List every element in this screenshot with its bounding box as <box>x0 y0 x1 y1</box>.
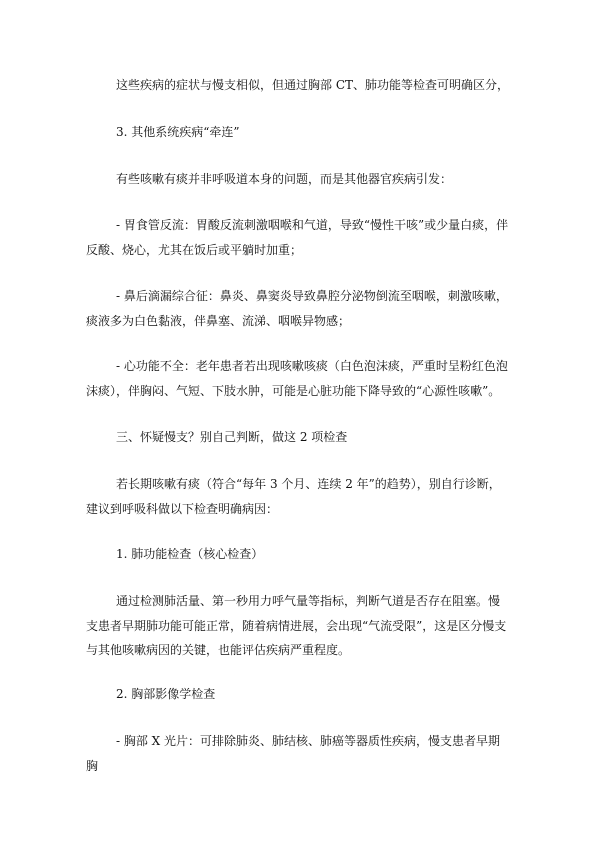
paragraph-lung-function: 通过检测肺活量、第一秒用力呼气量等指标，判断气道是否存在阻塞。慢支患者早期肺功能可能正常，随着病情进展，会出现“气流受限”，这是区分慢支与其他咳嗽病因的关键，也能评估疾病严重程度。 <box>86 594 507 657</box>
heading-chest-imaging: 2. 胸部影像学检查 <box>116 687 216 701</box>
list-item-postnasal-drip: - 鼻后滴漏综合征：鼻炎、鼻窦炎导致鼻腔分泌物倒流至咽喉，刺激咳嗽，痰液多为白色黏液，伴鼻塞、流涕、咽喉异物感； <box>86 289 508 328</box>
list-item-chest-xray: - 胸部 X 光片：可排除肺炎、肺结核、肺癌等器质性疾病，慢支患者早期胸 <box>86 734 501 773</box>
paragraph-tests-intro: 若长期咳嗽有痰（符合“每年 3 个月、连续 2 年”的趋势），别自行诊断，建议到呼吸科做以下检查明确病因： <box>86 477 501 516</box>
paragraph-differential-note: 这些疾病的症状与慢支相似，但通过胸部 CT、肺功能等检查可明确区分， <box>116 78 510 92</box>
list-item-gerd: - 胃食管反流：胃酸反流刺激咽喉和气道，导致“慢性干咳”或少量白痰，伴反酸、烧心，尤其在饭后或平躺时加重； <box>86 218 509 257</box>
list-item-heart-failure: - 心功能不全：老年患者若出现咳嗽咳痰（白色泡沫痰，严重时呈粉红色泡沫痰），伴胸闷、气短、下肢水肿，可能是心脏功能下降导致的“心源性咳嗽”。 <box>86 359 508 398</box>
section-heading-tests: 三、怀疑慢支？别自己判断，做这 2 项检查 <box>116 430 348 444</box>
heading-other-systems: 3. 其他系统疾病“牵连” <box>116 125 240 139</box>
paragraph-other-organs-intro: 有些咳嗽有痰并非呼吸道本身的问题，而是其他器官疾病引发： <box>116 172 453 186</box>
heading-lung-function: 1. 肺功能检查（核心检查） <box>116 547 264 561</box>
